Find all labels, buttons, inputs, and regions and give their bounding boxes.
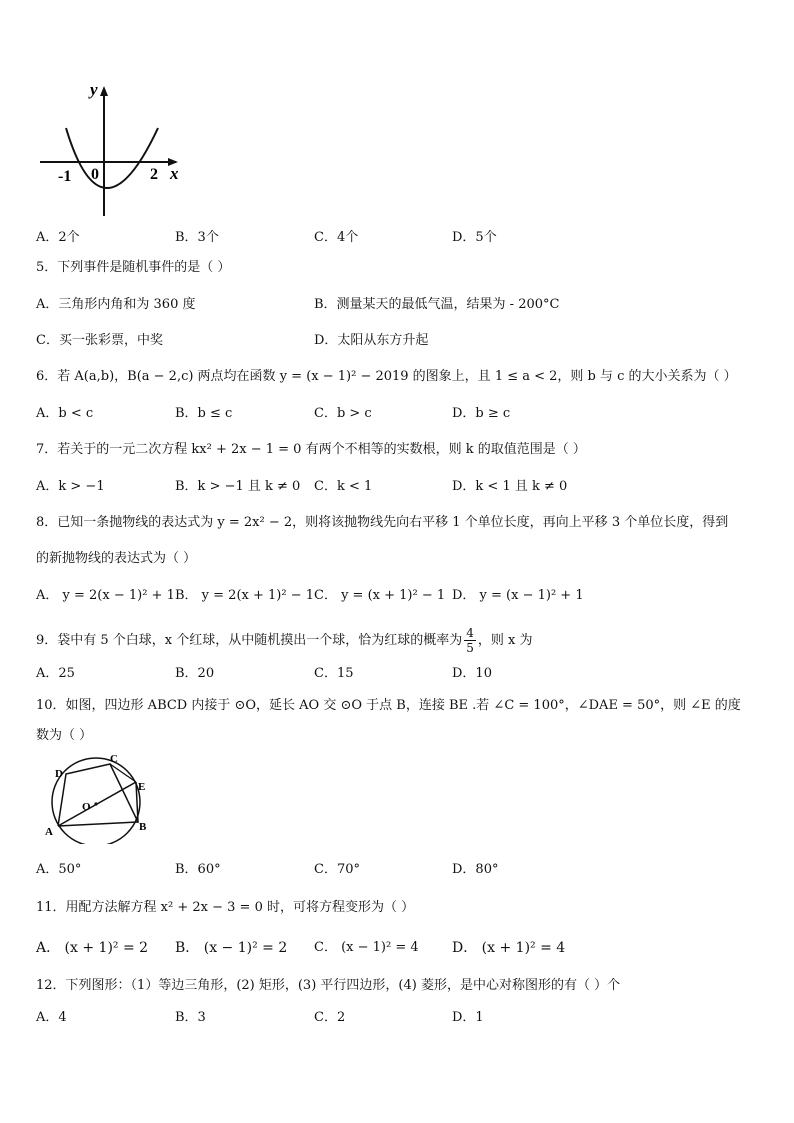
q9-frac-numerator: 4 [466, 626, 474, 640]
q6-option-a[interactable]: A．b < c [36, 406, 94, 421]
q9-option-d[interactable]: D．10 [452, 666, 492, 681]
q9-stem [36, 626, 764, 655]
label-e: E [138, 781, 146, 793]
q4-option-b[interactable]: B．3个 [175, 230, 219, 245]
q9-option-b[interactable]: B．20 [175, 666, 215, 681]
q8-stem-line2: 的新抛物线的表达式为（ ） [36, 551, 197, 566]
label-c: C [110, 753, 118, 765]
q11-option-a[interactable]: A． (x + 1)² = 2 [36, 940, 149, 956]
q7-option-b[interactable]: B．k > −1 且 k ≠ 0 [175, 479, 301, 494]
x-label: x [170, 164, 179, 183]
q4-option-a[interactable]: A．2个 [36, 230, 80, 245]
q6-option-d[interactable]: D．b ≥ c [452, 406, 511, 421]
q8-option-b[interactable]: B． y = 2(x + 1)² − 1 [175, 588, 315, 603]
q8-option-c[interactable]: C． y = (x + 1)² − 1 [314, 588, 446, 603]
label-o: O [82, 801, 91, 813]
label-b: B [139, 821, 147, 833]
q7-option-d[interactable]: D．k < 1 且 k ≠ 0 [452, 479, 568, 494]
q12-stem: 12．下列图形：（1）等边三角形，(2) 矩形，(3) 平行四边形，(4) 菱形，是中心对称图形的有（ ）个 [36, 978, 621, 993]
q5-stem: 5．下列事件是随机事件的是（ ） [36, 260, 231, 275]
q7-option-c[interactable]: C．k < 1 [314, 479, 373, 494]
q10-stem-line2: 数为（ ） [36, 728, 93, 743]
parabola-curve [66, 128, 158, 188]
q10-stem-line1: 10．如图，四边形 ABCD 内接于 ⊙O，延长 AO 交 ⊙O 于点 B，连接 BE .若 ∠C = 100°，∠DAE = 50°，则 ∠E 的度 [36, 698, 741, 713]
q9-probability-fraction [464, 626, 476, 655]
y-label: y [90, 80, 98, 99]
q5-option-d[interactable]: D．太阳从东方升起 [314, 333, 429, 348]
q9-stem-post: ，则 x 为 [477, 633, 533, 648]
q5-option-b[interactable]: B．测量某天的最低气温，结果为 - 200°C [314, 297, 560, 312]
q9-stem-pre: 9．袋中有 5 个白球，x 个红球，从中随机摸出一个球，恰为红球的概率为 [36, 633, 463, 648]
q12-option-b[interactable]: B．3 [175, 1010, 206, 1025]
quadrilateral-abcd [58, 764, 138, 826]
q8-stem-line1: 8．已知一条抛物线的表达式为 y = 2x² − 2，则将该抛物线先向右平移 1 个单位长度，再向上平移 3 个单位长度，得到 [36, 515, 729, 530]
label-a: A [45, 826, 53, 838]
q8-option-a[interactable]: A． y = 2(x − 1)² + 1 [36, 588, 175, 603]
label-d: D [55, 768, 63, 780]
q10-option-d[interactable]: D．80° [452, 862, 499, 877]
q5-option-c[interactable]: C．买一张彩票，中奖 [36, 333, 163, 348]
q10-option-c[interactable]: C．70° [314, 862, 360, 877]
inscribed-quadrilateral-figure [40, 752, 160, 844]
q10-option-b[interactable]: B．60° [175, 862, 221, 877]
center-point [94, 802, 97, 805]
q5-option-a[interactable]: A．三角形内角和为 360 度 [36, 297, 196, 312]
q11-stem: 11．用配方法解方程 x² + 2x − 3 = 0 时，可将方程变形为（ ） [36, 900, 415, 915]
q12-option-d[interactable]: D．1 [452, 1010, 484, 1025]
q11-option-d[interactable]: D． (x + 1)² = 4 [452, 940, 566, 956]
q6-stem: 6．若 A(a,b)，B(a − 2,c) 两点均在函数 y = (x − 1)² − 2019 的图象上，且 1 ≤ a < 2，则 b 与 c 的大小关系为（ ） [36, 369, 737, 384]
q4-option-c[interactable]: C．4个 [314, 230, 359, 245]
q12-option-a[interactable]: A．4 [36, 1010, 67, 1025]
y-axis-arrow [100, 86, 108, 96]
tick-label-neg1: -1 [58, 168, 72, 185]
q9-frac-denominator: 5 [466, 641, 474, 655]
q10-option-a[interactable]: A．50° [36, 862, 82, 877]
q9-option-a[interactable]: A．25 [36, 666, 75, 681]
circle-o [52, 758, 140, 844]
q11-option-b[interactable]: B． (x − 1)² = 2 [175, 940, 288, 956]
q11-option-c[interactable]: C． (x − 1)² = 4 [314, 940, 419, 955]
tick-label-zero: 0 [91, 166, 99, 183]
q12-option-c[interactable]: C．2 [314, 1010, 346, 1025]
tick-label-two: 2 [150, 166, 158, 183]
parabola-graph [36, 80, 186, 220]
q8-option-d[interactable]: D． y = (x − 1)² + 1 [452, 588, 584, 603]
q4-option-d[interactable]: D．5个 [452, 230, 497, 245]
q7-option-a[interactable]: A．k > −1 [36, 479, 105, 494]
q6-option-b[interactable]: B．b ≤ c [175, 406, 233, 421]
q7-stem: 7．若关于的一元二次方程 kx² + 2x − 1 = 0 有两个不相等的实数根，则 k 的取值范围是（ ） [36, 442, 586, 457]
q9-option-c[interactable]: C．15 [314, 666, 354, 681]
q6-option-c[interactable]: C．b > c [314, 406, 372, 421]
